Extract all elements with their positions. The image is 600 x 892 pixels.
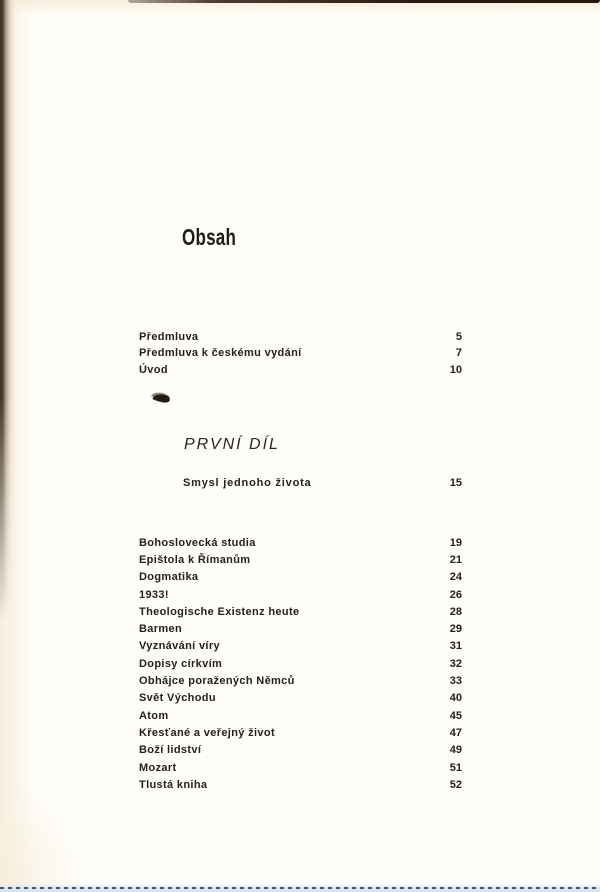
toc-entry-label: Dopisy církvím xyxy=(139,657,223,670)
toc-entry-label: Epištola k Římanům xyxy=(139,553,251,566)
toc-entry-page: 31 xyxy=(449,640,462,653)
page-break-dashed-line xyxy=(0,884,600,892)
toc-entry-page: 51 xyxy=(449,761,462,774)
toc-entry-page: 21 xyxy=(449,553,462,566)
toc-entry-page: 10 xyxy=(449,363,462,376)
toc-entry-page: 32 xyxy=(449,657,462,670)
toc-entry-label: Předmluva xyxy=(139,331,199,344)
toc-entry-label: Bohoslovecká studia xyxy=(139,536,256,549)
toc-entry-page: 40 xyxy=(449,692,462,705)
toc-entry-page: 47 xyxy=(449,726,462,739)
toc-entry-label: Vyznávání víry xyxy=(139,640,220,653)
page-break-dashes xyxy=(0,887,600,889)
toc-entry-page: 49 xyxy=(449,744,462,757)
toc-entry-label: Theologische Existenz heute xyxy=(139,605,300,618)
toc-entry-page: 29 xyxy=(449,623,462,636)
toc-entry-label: Svět Východu xyxy=(139,692,216,705)
toc-entry-page: 19 xyxy=(449,536,462,549)
toc-row xyxy=(139,655,462,672)
toc-row xyxy=(139,534,462,551)
toc-row xyxy=(139,345,462,361)
toc-row xyxy=(139,362,462,378)
toc-entry-label: Obhájce poražených Němců xyxy=(139,675,295,688)
toc-row xyxy=(139,569,462,586)
toc-chapter-list xyxy=(139,534,462,793)
toc-entry-page: 15 xyxy=(449,476,462,489)
toc-entry-page: 7 xyxy=(455,347,462,360)
toc-row xyxy=(183,474,462,491)
toc-row xyxy=(139,690,462,707)
toc-entry-page: 24 xyxy=(449,571,462,584)
toc-row xyxy=(139,742,462,759)
part-heading: PRVNÍ DÍL xyxy=(184,436,280,453)
toc-entry-page: 5 xyxy=(455,331,462,344)
toc-row xyxy=(139,586,462,603)
toc-entry-label: Dogmatika xyxy=(139,571,199,584)
toc-row xyxy=(139,672,462,689)
toc-row xyxy=(139,603,462,620)
toc-entry-label: Tlustá kniha xyxy=(139,778,208,791)
toc-entry-label: Mozart xyxy=(139,761,177,774)
toc-row xyxy=(139,724,462,741)
book-binding-edge-shadow xyxy=(0,0,18,640)
toc-row xyxy=(139,759,462,776)
toc-row xyxy=(139,329,462,345)
toc-entry-page: 52 xyxy=(449,778,462,791)
ink-smudge-artifact xyxy=(152,392,170,404)
toc-entry-label: 1933! xyxy=(139,588,169,601)
paper-cream-wash-bottom-left xyxy=(0,766,90,886)
toc-entry-label: Smysl jednoho života xyxy=(183,476,312,489)
page-title: Obsah xyxy=(182,224,237,250)
toc-front-matter-list xyxy=(139,329,462,378)
toc-row xyxy=(139,551,462,568)
toc-entry-label: Boží lidství xyxy=(139,744,202,757)
toc-entry-page: 28 xyxy=(449,605,462,618)
toc-entry-page: 26 xyxy=(449,588,462,601)
toc-row xyxy=(139,620,462,637)
toc-entry-page: 45 xyxy=(449,709,462,722)
toc-entry-label: Úvod xyxy=(139,363,168,376)
toc-entry-label: Předmluva k českému vydání xyxy=(139,347,302,360)
toc-row xyxy=(139,707,462,724)
toc-row xyxy=(139,776,462,793)
toc-entry-page: 33 xyxy=(449,675,462,688)
scan-top-edge-line xyxy=(128,0,600,3)
toc-entry-label: Atom xyxy=(139,709,169,722)
toc-row xyxy=(139,638,462,655)
toc-entry-label: Barmen xyxy=(139,623,183,636)
toc-entry-label: Křesťané a veřejný život xyxy=(139,726,275,739)
